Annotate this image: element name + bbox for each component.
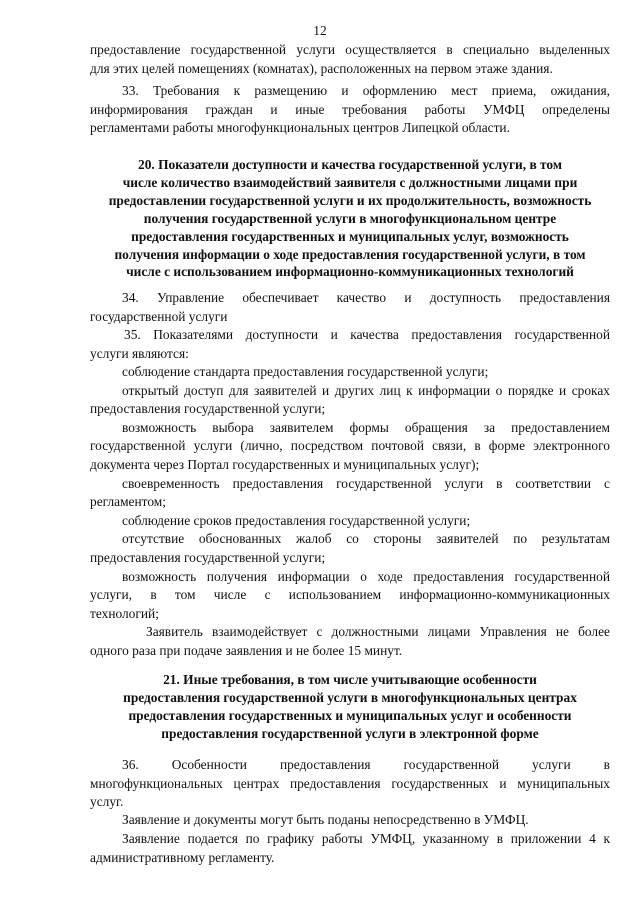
paragraph-interaction xyxy=(90,623,610,660)
list-item-continuation: государственной услуги (лично, посредством почтовой связи, в форме электронного xyxy=(90,438,610,454)
heading-line: числе количество взаимодействий заявителя с должностными лицами при xyxy=(122,174,578,190)
heading-line: предоставления государственных и муниципальных услуг, возможность xyxy=(131,228,569,244)
text-line: 33. Требования к размещению и оформлению мест приема, ожидания, xyxy=(122,83,610,98)
list-item-continuation: документа через Портал государственных и муниципальных услуг); xyxy=(90,456,480,472)
paragraph-schedule xyxy=(90,830,610,867)
heading-line: предоставления государственной услуги в электронной форме xyxy=(161,725,539,741)
heading-line: 21. Иные требования, в том числе учитывающие особенности xyxy=(163,672,537,687)
list-item: соблюдение сроков предоставления государственной услуги; xyxy=(122,512,471,528)
heading-line: получения информации о ходе предоставления государственной услуги, в том xyxy=(114,246,586,262)
page-number: 12 xyxy=(313,23,327,38)
list-item: отсутствие обоснованных жалоб со стороны заявителей по результатам xyxy=(122,531,610,547)
text-line: Заявление и документы могут быть поданы непосредственно в УМФЦ. xyxy=(122,812,529,827)
list-item: возможность выбора заявителем формы обращения за предоставлением xyxy=(122,419,610,435)
list-item-continuation: предоставления государственной услуги; xyxy=(90,401,326,417)
list-item-continuation: услуги, в том числе с использованием информационно-коммуникационных xyxy=(90,587,610,603)
text-line: регламентами работы многофункциональных центров Липецкой области. xyxy=(90,120,510,136)
paragraph-35 xyxy=(90,326,610,363)
list-item-continuation: технологий; xyxy=(90,605,159,621)
list-item: своевременность предоставления государственной услуги в соответствии с xyxy=(122,475,610,491)
heading-line: предоставлении государственной услуги и их продолжительность, возможность xyxy=(108,192,592,208)
paragraph-documents xyxy=(90,811,610,830)
text-line: Заявитель взаимодействует с должностными лицами Управления не более xyxy=(146,624,610,639)
text-line: услуги являются: xyxy=(90,345,189,361)
text-line: информирования граждан и иные требования работы УМФЦ определены xyxy=(90,101,610,117)
list-item-continuation: предоставления государственной услуги; xyxy=(90,549,326,565)
text-line: услуг. xyxy=(90,794,124,810)
section-heading-21 xyxy=(90,671,610,743)
list-item: соблюдение стандарта предоставления государственной услуги; xyxy=(122,364,489,379)
paragraph-34 xyxy=(90,289,610,326)
text-line: Заявление подается по графику работы УМФЦ, указанному в приложении 4 к xyxy=(122,831,610,846)
text-line: государственной услуги xyxy=(90,308,228,324)
heading-line: предоставления государственных и муниципальных услуг и особенности xyxy=(128,707,572,723)
text-line: для этих целей помещениях (комнатах), расположенных на первом этаже здания. xyxy=(90,60,553,76)
list-item: открытый доступ для заявителей и других лиц к информации о порядке и сроках xyxy=(122,382,610,398)
text-line: многофункциональных центрах предоставления государственных и муниципальных xyxy=(90,775,610,791)
text-line: одного раза при подаче заявления и не более 15 минут. xyxy=(90,642,403,658)
text-line: предоставление государственной услуги осуществляется в специально выделенных xyxy=(90,42,610,57)
text-line: 34. Управление обеспечивает качество и доступность предоставления xyxy=(122,290,610,305)
text-line: административному регламенту. xyxy=(90,849,275,865)
list-item: возможность получения информации о ходе предоставления государственной xyxy=(122,568,610,584)
indicators-list xyxy=(90,363,610,623)
section-heading-20 xyxy=(90,156,610,281)
heading-line: предоставления государственной услуги в многофункциональных центрах xyxy=(123,689,577,705)
heading-line: 20. Показатели доступности и качества государственной услуги, в том xyxy=(138,157,562,172)
heading-line: числе с использованием информационно-коммуникационных технологий xyxy=(126,264,574,280)
paragraph-premises xyxy=(90,41,610,78)
text-line: 35. Показателями доступности и качества предоставления государственной xyxy=(124,327,610,342)
list-item-continuation: регламентом; xyxy=(90,494,166,510)
text-line: 36. Особенности предоставления государственной услуги в xyxy=(122,757,610,772)
paragraph-33 xyxy=(90,82,610,138)
heading-line: получения государственной услуги в многофункциональном центре xyxy=(143,210,557,226)
paragraph-36 xyxy=(90,756,610,812)
